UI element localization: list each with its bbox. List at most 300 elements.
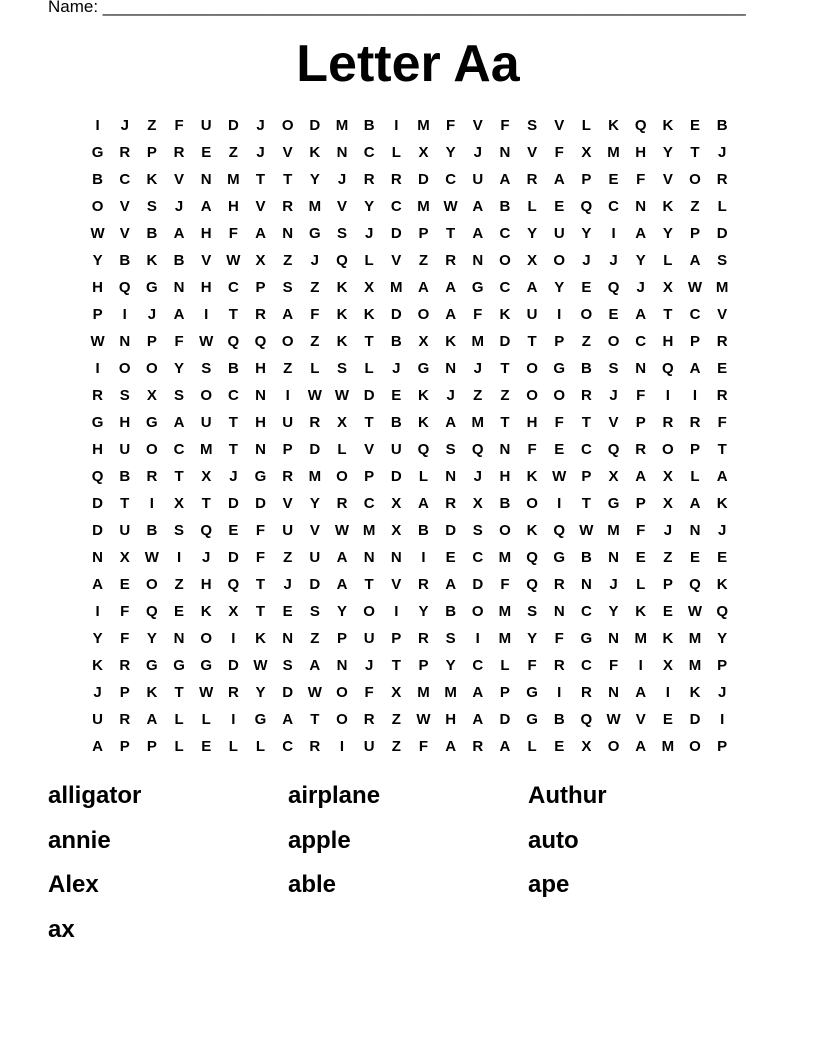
grid-letter: I — [394, 117, 399, 134]
grid-letter: F — [554, 630, 564, 647]
grid-letter: T — [364, 576, 374, 593]
grid-letter: S — [174, 387, 185, 404]
grid-letter: V — [336, 198, 347, 215]
grid-letter: D — [227, 117, 239, 134]
grid-letter: N — [390, 549, 402, 566]
grid-letter: K — [336, 333, 348, 350]
grid-letter: R — [146, 468, 158, 485]
grid-letter: U — [363, 630, 375, 647]
grid-letter: X — [418, 333, 429, 350]
grid-letter: F — [554, 414, 564, 431]
grid-letter: E — [201, 738, 212, 755]
grid-letter: N — [580, 576, 592, 593]
grid-letter: B — [363, 117, 375, 134]
grid-letter: K — [309, 144, 321, 161]
grid-letter: J — [229, 468, 238, 485]
grid-letter: L — [174, 738, 184, 755]
grid-letter: Y — [635, 252, 646, 269]
grid-letter: O — [146, 576, 158, 593]
grid-letter: R — [92, 387, 103, 404]
grid-letter: P — [391, 630, 402, 647]
grid-letter: I — [557, 306, 562, 323]
grid-letter: Y — [581, 225, 592, 242]
grid-letter: Z — [418, 252, 429, 269]
grid-letter: S — [445, 630, 456, 647]
grid-letter: B — [445, 603, 457, 620]
grid-letter: Q — [118, 279, 131, 296]
grid-letter: Y — [92, 630, 103, 647]
grid-letter: E — [608, 171, 619, 188]
grid-letter: R — [255, 306, 266, 323]
grid-letter: O — [363, 603, 375, 620]
grid-letter: V — [608, 414, 619, 431]
grid-letter: L — [201, 711, 211, 728]
grid-letter: S — [608, 360, 619, 377]
grid-letter: A — [173, 414, 185, 431]
grid-letter: R — [689, 414, 701, 431]
grid-letter: A — [689, 495, 701, 512]
grid-letter: P — [554, 333, 565, 350]
grid-letter: A — [635, 684, 647, 701]
grid-row — [84, 112, 736, 139]
grid-letter: S — [717, 252, 728, 269]
grid-letter: O — [281, 333, 294, 350]
grid-letter: D — [445, 522, 457, 539]
grid-letter: G — [173, 657, 185, 674]
grid-letter: J — [663, 522, 673, 539]
grid-letter: W — [307, 387, 322, 404]
grid-letter: V — [255, 198, 266, 215]
grid-letter: X — [581, 144, 592, 161]
grid-letter: F — [608, 657, 619, 674]
grid-letter: U — [363, 738, 375, 755]
grid-letter: P — [336, 630, 347, 647]
grid-letter: R — [445, 252, 457, 269]
grid-letter: R — [580, 684, 592, 701]
grid-letter: W — [552, 468, 567, 485]
grid-letter: B — [499, 198, 511, 215]
grid-letter: U — [526, 306, 538, 323]
grid-letter: O — [689, 738, 701, 755]
grid-row — [84, 301, 736, 328]
grid-letter: E — [690, 117, 701, 134]
grid-letter: T — [255, 576, 266, 593]
grid-letter: S — [472, 522, 483, 539]
grid-letter: V — [635, 711, 646, 728]
grid-letter: H — [635, 144, 647, 161]
grid-letter: B — [173, 252, 185, 269]
grid-letter: K — [662, 117, 674, 134]
grid-letter: A — [635, 468, 647, 485]
grid-letter: K — [526, 522, 538, 539]
grid-letter: K — [635, 603, 647, 620]
grid-letter: X — [391, 495, 402, 512]
grid-letter: P — [635, 414, 646, 431]
grid-row — [84, 274, 736, 301]
grid-letter: S — [445, 441, 456, 458]
grid-letter: E — [282, 603, 293, 620]
grid-letter: G — [146, 657, 158, 674]
grid-letter: E — [554, 198, 565, 215]
grid-letter: X — [662, 495, 673, 512]
grid-letter: K — [255, 630, 266, 647]
grid-letter: C — [499, 225, 511, 242]
grid-row — [84, 328, 736, 355]
grid-letter: W — [90, 225, 105, 242]
grid-letter: B — [418, 522, 429, 539]
grid-letter: S — [309, 603, 320, 620]
grid-letter: A — [173, 306, 185, 323]
grid-letter: L — [690, 468, 700, 485]
grid-letter: M — [498, 630, 512, 647]
grid-letter: V — [119, 198, 130, 215]
grid-letter: C — [608, 198, 619, 215]
grid-letter: Q — [634, 117, 647, 134]
grid-letter: J — [256, 144, 265, 161]
grid-letter: E — [391, 387, 402, 404]
grid-letter: C — [173, 441, 185, 458]
grid-letter: H — [255, 414, 266, 431]
grid-letter: L — [581, 117, 591, 134]
grid-letter: X — [418, 144, 429, 161]
grid-letter: O — [526, 360, 538, 377]
grid-letter: G — [471, 279, 484, 296]
grid-letter: I — [638, 657, 643, 674]
grid-letter: D — [689, 711, 701, 728]
grid-letter: G — [254, 468, 267, 485]
grid-letter: E — [119, 576, 130, 593]
grid-letter: T — [310, 711, 320, 728]
grid-letter: S — [282, 657, 293, 674]
grid-letter: R — [282, 468, 294, 485]
grid-letter: M — [661, 738, 675, 755]
grid-letter: I — [122, 306, 127, 323]
grid-letter: A — [553, 171, 565, 188]
grid-letter: E — [635, 549, 646, 566]
grid-letter: G — [553, 549, 566, 566]
grid-letter: P — [581, 171, 592, 188]
grid-letter: A — [445, 576, 457, 593]
grid-letter: J — [446, 387, 455, 404]
grid-letter: A — [336, 549, 348, 566]
grid-letter: G — [254, 711, 267, 728]
grid-letter: N — [608, 549, 619, 566]
grid-letter: B — [716, 117, 728, 134]
grid-letter: O — [91, 198, 104, 215]
grid-letter: D — [472, 576, 484, 593]
grid-letter: R — [526, 171, 538, 188]
grid-letter: W — [226, 252, 241, 269]
grid-row — [84, 544, 736, 571]
grid-letter: G — [417, 360, 430, 377]
grid-letter: B — [580, 549, 592, 566]
grid-letter: L — [500, 657, 510, 674]
grid-letter: W — [253, 657, 268, 674]
grid-letter: I — [394, 603, 399, 620]
grid-letter: F — [527, 441, 537, 458]
grid-letter: R — [119, 657, 131, 674]
grid-letter: G — [607, 495, 620, 512]
grid-letter: M — [688, 657, 702, 674]
grid-row — [84, 625, 736, 652]
grid-letter: T — [174, 684, 184, 701]
grid-letter: W — [90, 333, 105, 350]
grid-letter: F — [636, 171, 646, 188]
grid-letter: X — [472, 495, 483, 512]
word-list — [48, 777, 768, 955]
grid-letter: S — [174, 522, 185, 539]
grid-letter: Q — [716, 603, 728, 620]
grid-letter: K — [146, 684, 158, 701]
grid-letter: A — [445, 279, 457, 296]
grid-letter: V — [391, 576, 402, 593]
grid-letter: O — [200, 387, 213, 404]
grid-letter: R — [553, 576, 565, 593]
grid-letter: F — [527, 657, 537, 674]
grid-letter: J — [364, 657, 374, 674]
grid-letter: U — [282, 522, 294, 539]
grid-letter: W — [334, 387, 350, 404]
grid-letter: Q — [607, 441, 620, 458]
word-list-item: able — [288, 871, 337, 898]
grid-row — [84, 733, 736, 760]
grid-letter: P — [690, 441, 701, 458]
grid-letter: J — [93, 684, 102, 701]
grid-letter: W — [579, 522, 594, 539]
grid-letter: A — [689, 360, 701, 377]
grid-letter: M — [308, 198, 322, 215]
grid-letter: A — [173, 225, 185, 242]
grid-letter: F — [120, 630, 130, 647]
grid-letter: K — [418, 387, 429, 404]
grid-letter: D — [716, 225, 728, 242]
grid-letter: M — [417, 117, 430, 134]
grid-letter: R — [173, 144, 185, 161]
grid-letter: J — [609, 387, 618, 404]
grid-letter: M — [607, 144, 620, 161]
grid-letter: A — [92, 576, 103, 593]
grid-letter: X — [662, 468, 673, 485]
grid-letter: M — [471, 333, 485, 350]
grid-letter: R — [309, 414, 321, 431]
grid-letter: N — [255, 441, 266, 458]
grid-letter: P — [690, 225, 701, 242]
grid-letter: T — [364, 414, 374, 431]
grid-letter: D — [309, 576, 321, 593]
grid-letter: Y — [364, 198, 375, 215]
grid-letter: O — [417, 306, 430, 323]
grid-letter: O — [281, 117, 294, 134]
grid-letter: H — [200, 576, 212, 593]
grid-letter: T — [120, 495, 130, 512]
grid-letter: F — [446, 117, 456, 134]
grid-row — [84, 679, 736, 706]
grid-row — [84, 490, 736, 517]
grid-letter: Q — [227, 333, 240, 350]
grid-letter: D — [418, 171, 429, 188]
grid-letter: A — [282, 711, 294, 728]
grid-letter: K — [689, 684, 701, 701]
grid-letter: Z — [690, 198, 700, 215]
grid-letter: N — [363, 549, 375, 566]
grid-letter: M — [715, 279, 729, 296]
grid-letter: Q — [580, 711, 593, 728]
grid-letter: O — [607, 738, 620, 755]
grid-letter: B — [499, 495, 511, 512]
grid-letter: R — [418, 576, 429, 593]
grid-letter: R — [282, 198, 294, 215]
grid-letter: I — [557, 495, 562, 512]
word-list-item: airplane — [288, 782, 381, 809]
grid-letter: U — [119, 522, 131, 539]
grid-letter: E — [717, 549, 728, 566]
grid-letter: T — [283, 171, 293, 188]
grid-letter: P — [255, 279, 266, 296]
grid-letter: G — [526, 711, 538, 728]
grid-letter: X — [391, 684, 402, 701]
grid-row — [84, 436, 736, 463]
grid-letter: F — [636, 387, 646, 404]
grid-letter: Z — [228, 144, 238, 161]
grid-letter: A — [445, 306, 457, 323]
grid-row — [84, 220, 736, 247]
grid-letter: Z — [283, 360, 293, 377]
grid-letter: Q — [471, 441, 484, 458]
grid-letter: S — [146, 198, 157, 215]
grid-letter: O — [662, 441, 674, 458]
grid-letter: I — [231, 711, 236, 728]
grid-letter: X — [364, 279, 375, 296]
grid-letter: M — [688, 630, 702, 647]
grid-letter: C — [580, 441, 592, 458]
grid-letter: X — [608, 468, 619, 485]
grid-letter: T — [364, 333, 374, 350]
grid-letter: R — [553, 657, 565, 674]
grid-letter: C — [282, 738, 294, 755]
grid-letter: J — [473, 468, 482, 485]
grid-letter: N — [608, 684, 619, 701]
grid-letter: Z — [663, 549, 673, 566]
grid-letter: D — [227, 657, 239, 674]
grid-letter: V — [309, 522, 320, 539]
grid-letter: P — [499, 684, 510, 701]
grid-letter: Z — [391, 711, 401, 728]
grid-letter: H — [227, 198, 239, 215]
grid-letter: L — [636, 576, 646, 593]
grid-letter: T — [255, 603, 266, 620]
grid-row — [84, 166, 736, 193]
grid-letter: D — [92, 495, 103, 512]
grid-letter: E — [717, 360, 728, 377]
grid-letter: M — [471, 414, 485, 431]
grid-row — [84, 247, 736, 274]
grid-letter: I — [95, 360, 100, 377]
grid-letter: N — [282, 630, 294, 647]
grid-letter: B — [553, 711, 565, 728]
grid-letter: F — [174, 333, 184, 350]
grid-letter: H — [92, 441, 103, 458]
grid-letter: O — [526, 495, 538, 512]
grid-letter: C — [445, 171, 457, 188]
grid-letter: N — [635, 360, 647, 377]
grid-letter: D — [309, 441, 321, 458]
grid-letter: Q — [662, 360, 674, 377]
grid-letter: E — [174, 603, 185, 620]
grid-letter: O — [689, 171, 701, 188]
grid-letter: V — [717, 306, 728, 323]
grid-letter: V — [174, 171, 185, 188]
grid-letter: Z — [391, 738, 401, 755]
word-list-item: apple — [288, 826, 351, 854]
grid-letter: D — [227, 549, 239, 566]
grid-row — [84, 517, 736, 544]
grid-letter: O — [499, 252, 511, 269]
grid-letter: E — [228, 522, 239, 539]
grid-letter: E — [608, 306, 619, 323]
grid-letter: H — [255, 360, 266, 377]
grid-letter: C — [363, 144, 375, 161]
grid-letter: C — [227, 279, 239, 296]
grid-letter: F — [500, 576, 510, 593]
grid-letter: W — [307, 684, 322, 701]
grid-letter: A — [445, 414, 457, 431]
grid-letter: E — [662, 711, 673, 728]
grid-letter: R — [363, 171, 375, 188]
grid-letter: W — [199, 684, 214, 701]
grid-letter: V — [554, 117, 565, 134]
word-list-item: auto — [528, 826, 579, 854]
grid-letter: A — [526, 279, 538, 296]
grid-letter: T — [201, 495, 211, 512]
grid-letter: S — [282, 279, 293, 296]
grid-letter: X — [662, 279, 673, 296]
page-title: Letter Aa — [296, 35, 520, 93]
grid-letter: T — [228, 441, 238, 458]
grid-letter: Q — [200, 522, 213, 539]
grid-letter: F — [255, 522, 266, 539]
grid-letter: L — [174, 711, 184, 728]
grid-row — [84, 571, 736, 598]
grid-letter: T — [446, 225, 456, 242]
grid-letter: O — [499, 522, 511, 539]
grid-letter: J — [202, 549, 211, 566]
grid-letter: N — [119, 333, 131, 350]
grid-letter: F — [174, 117, 184, 134]
grid-letter: I — [665, 684, 670, 701]
grid-letter: Y — [418, 603, 429, 620]
grid-letter: D — [255, 495, 266, 512]
grid-letter: M — [362, 522, 376, 539]
grid-letter: I — [176, 549, 182, 566]
grid-letter: P — [418, 657, 429, 674]
grid-letter: R — [309, 738, 321, 755]
grid-letter: K — [499, 306, 511, 323]
grid-letter: U — [200, 117, 212, 134]
grid-letter: V — [119, 225, 130, 242]
grid-letter: B — [92, 171, 103, 188]
grid-letter: J — [364, 225, 374, 242]
grid-letter: L — [364, 360, 374, 377]
grid-letter: N — [255, 387, 266, 404]
grid-letter: A — [635, 225, 647, 242]
grid-letter: M — [417, 198, 430, 215]
grid-letter: K — [608, 117, 619, 134]
grid-letter: A — [689, 252, 701, 269]
grid-row — [84, 409, 736, 436]
grid-letter: P — [92, 306, 103, 323]
grid-letter: O — [146, 441, 158, 458]
grid-letter: F — [418, 738, 429, 755]
